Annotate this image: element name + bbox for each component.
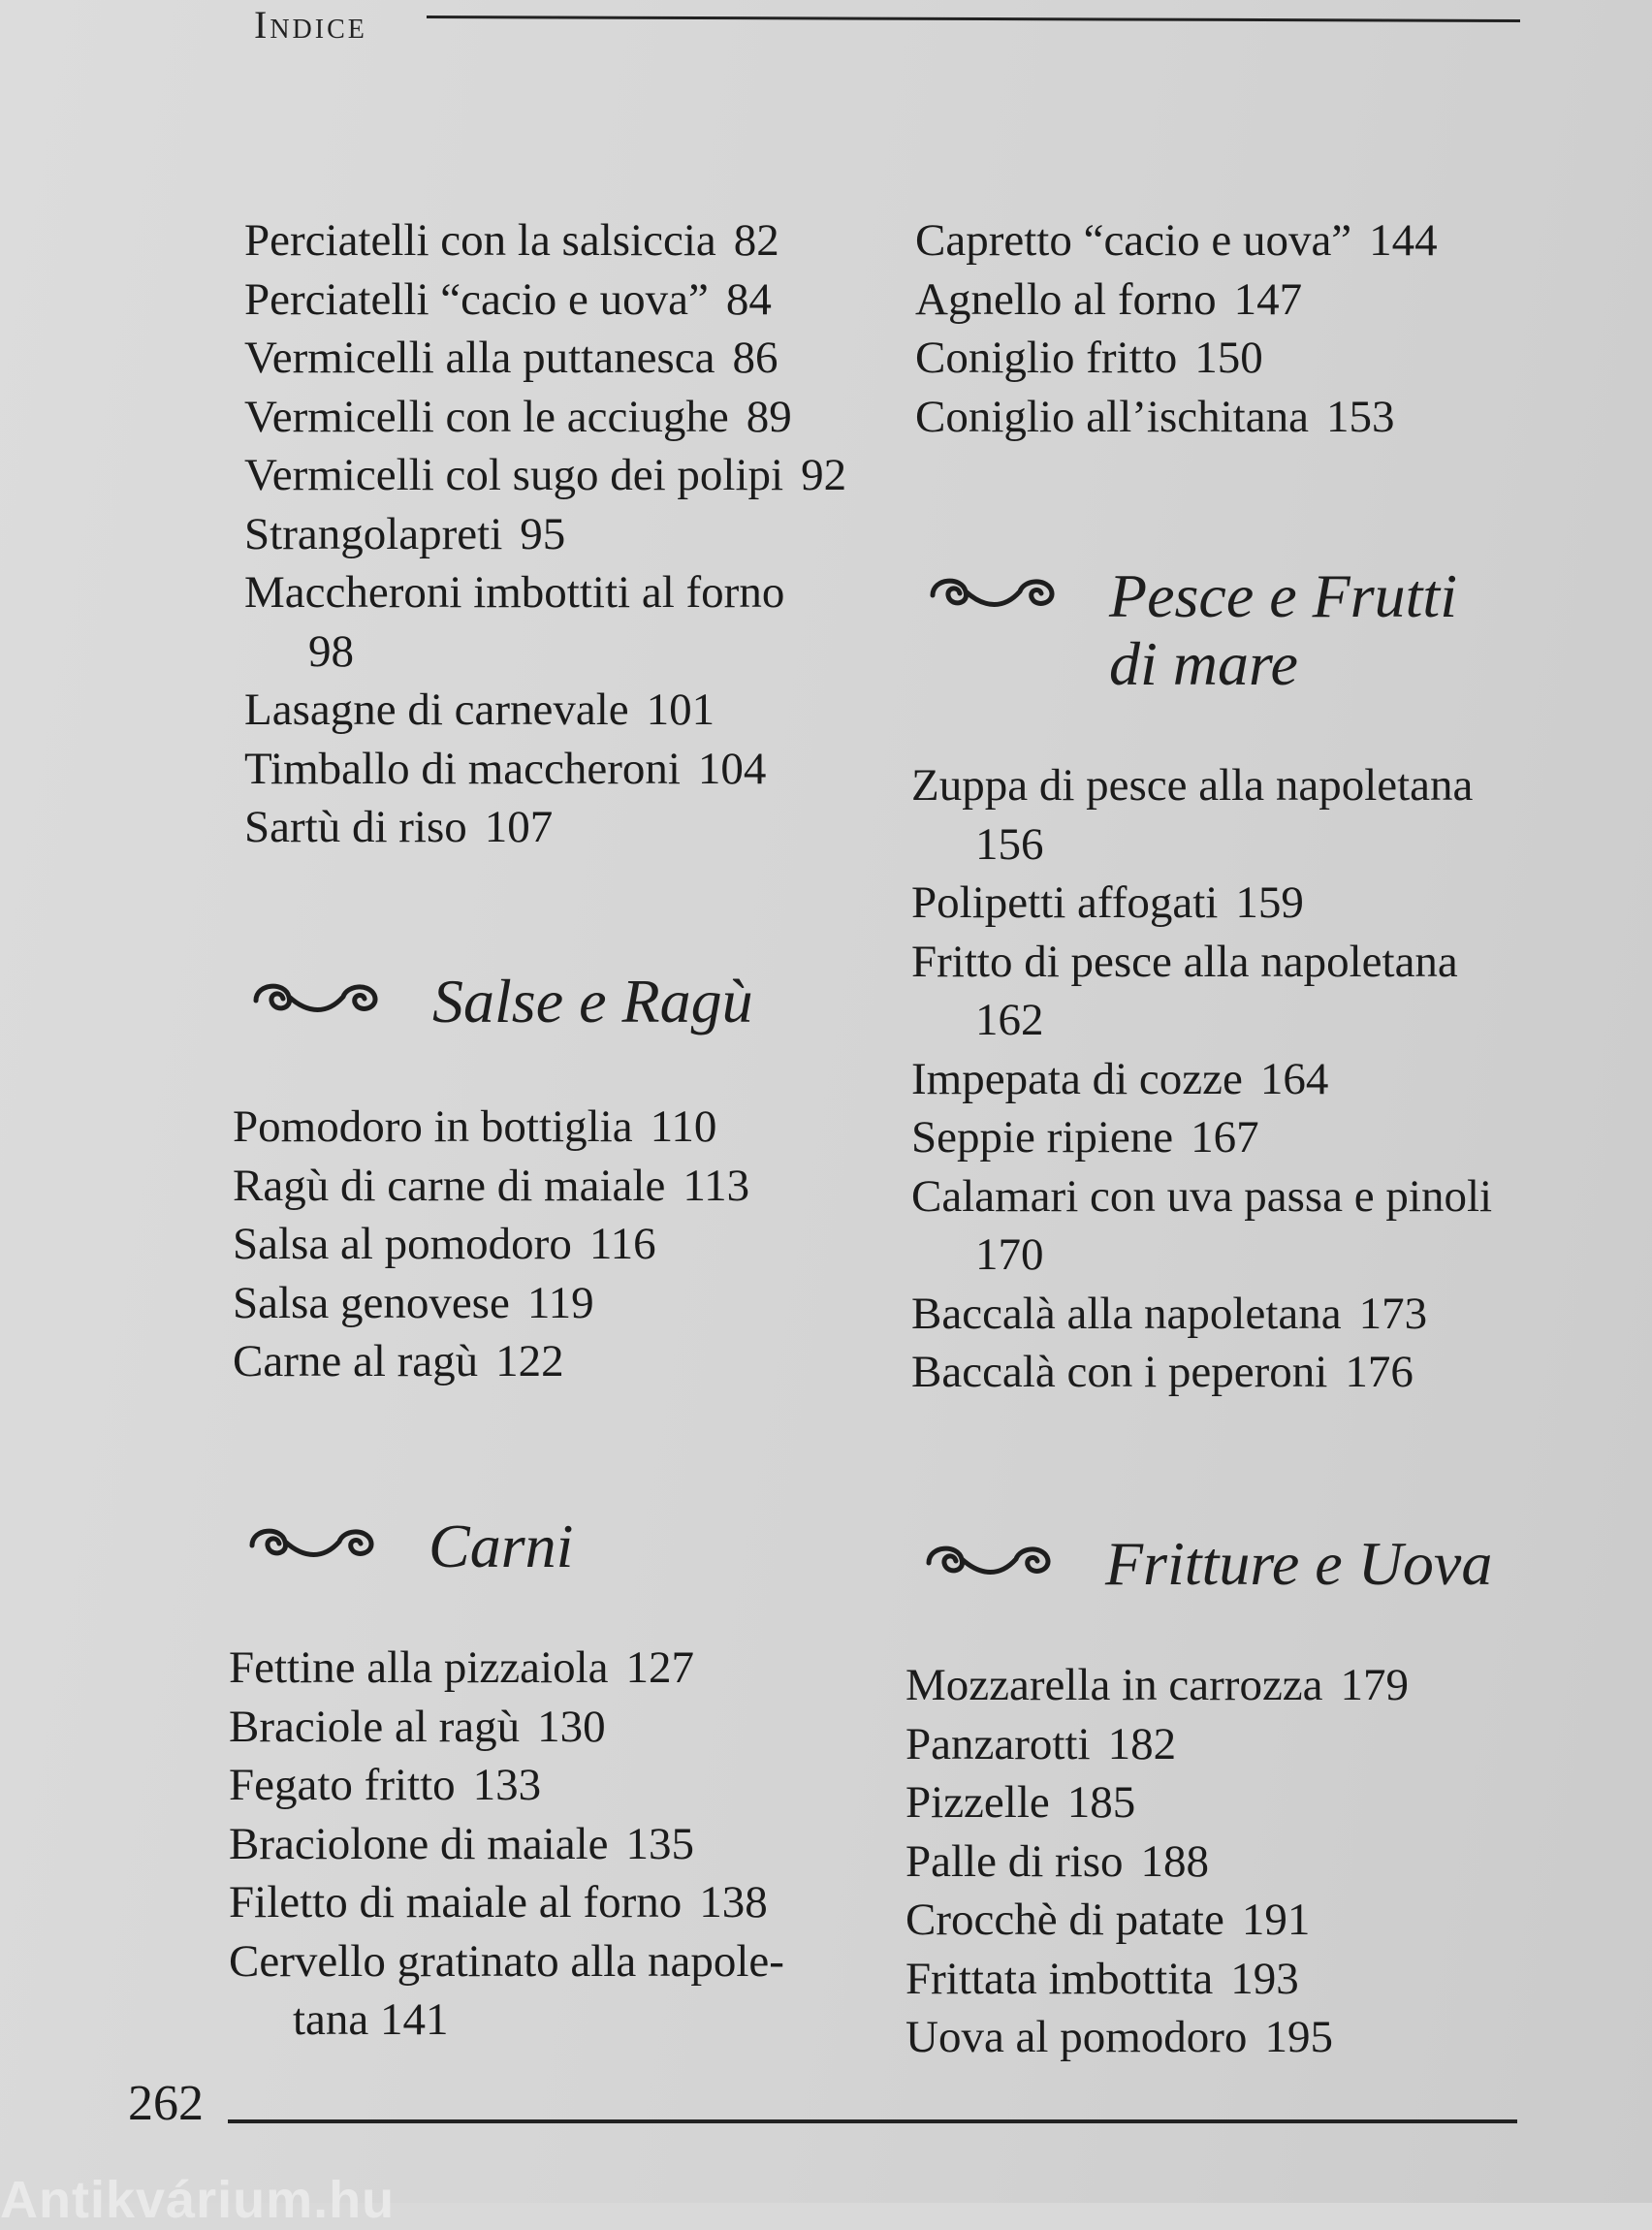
index-entry: Panzarotti 182: [905, 1718, 1177, 1769]
index-entry: Braciolone di maiale 135: [229, 1818, 695, 1869]
index-entry: Crocchè di patate 191: [905, 1895, 1311, 1945]
top-rule: [427, 16, 1520, 22]
right-pesce-list: [911, 756, 1528, 1402]
section-title: di mare: [1109, 629, 1298, 698]
index-entry: Fegato fritto 133: [229, 1760, 542, 1810]
section-title: Carni: [429, 1512, 574, 1580]
index-entry: Coniglio fritto 150: [915, 333, 1263, 383]
watermark: Antikvárium.hu: [0, 2171, 396, 2229]
index-entry: Perciatelli “cacio e uova” 84: [244, 273, 772, 325]
flourish-ornament-icon: [238, 968, 394, 1026]
index-entry: Palle di riso 188: [905, 1835, 1210, 1887]
index-entry: Fritto di pesce alla napoletana 162: [911, 936, 1458, 1045]
index-entry: Calamari con uva passa e pinoli 170: [911, 1170, 1493, 1280]
index-entry: Cervello gratinato alla napole- tana 141: [229, 1935, 784, 2045]
index-entry: Vermicelli col sugo dei polipi 92: [244, 450, 847, 500]
index-entry: Perciatelli con la salsiccia 82: [244, 215, 779, 266]
index-entry: Carne al ragù 122: [233, 1336, 564, 1386]
index-entry: Salsa genovese 119: [233, 1277, 594, 1328]
section-title: Salse e Ragù: [432, 967, 753, 1035]
index-entry: Vermicelli con le acciughe 89: [244, 391, 792, 442]
right-fritture-list: [905, 1656, 1526, 2067]
flourish-ornament-icon: [915, 562, 1070, 621]
index-entry: Capretto “cacio e uova” 144: [915, 215, 1438, 266]
flourish-ornament-icon: [911, 1530, 1066, 1588]
bottom-rule: [228, 2119, 1517, 2123]
page-number: 262: [128, 2076, 204, 2131]
section-heading-fritture: [911, 1530, 1492, 1598]
section-title: Pesce e Frutti: [1109, 561, 1457, 630]
section-title: Fritture e Uova: [1105, 1529, 1493, 1598]
index-entry: Mozzarella in carrozza 179: [905, 1660, 1410, 1710]
index-entry: Sartù di riso 107: [244, 802, 554, 852]
left-carni-list: [229, 1639, 845, 2050]
index-entry: Coniglio all’ischitana 153: [915, 391, 1395, 442]
index-entry: Filetto di maiale al forno 138: [229, 1877, 768, 1927]
section-heading-salse: [238, 968, 753, 1035]
index-entry: Polipetti affogati 159: [911, 877, 1304, 928]
left-pasta-list: [244, 211, 853, 857]
index-entry: Timballo di maccheroni 104: [244, 743, 767, 794]
index-entry: Pizzelle 185: [905, 1777, 1136, 1828]
index-entry: Frittata imbottita 193: [905, 1953, 1299, 2004]
index-entry: Impepata di cozze 164: [911, 1053, 1329, 1104]
index-entry: Lasagne di carnevale 101: [244, 685, 715, 735]
index-entry: Braciole al ragù 130: [229, 1701, 606, 1752]
left-salse-list: [233, 1098, 853, 1391]
index-entry: Pomodoro in bottiglia 110: [233, 1101, 717, 1152]
index-entry: Ragù di carne di maiale 113: [233, 1160, 750, 1211]
index-entry: Fettine alla pizzaiola 127: [229, 1642, 694, 1693]
flourish-ornament-icon: [235, 1513, 390, 1571]
index-entry: Zuppa di pesce alla napoletana 156: [911, 760, 1474, 870]
index-entry: Baccalà con i peperoni 176: [911, 1347, 1414, 1397]
index-entry: Salsa al pomodoro 116: [233, 1219, 656, 1269]
index-entry: Uova al pomodoro 195: [905, 2012, 1333, 2062]
section-heading-pesce: [915, 562, 1457, 698]
index-entry: Vermicelli alla puttanesca 86: [244, 333, 778, 383]
index-entry: Seppie ripiene 167: [911, 1112, 1259, 1163]
right-carni-list: [915, 211, 1536, 446]
running-head: Indice: [254, 3, 367, 47]
index-entry: Strangolapreti 95: [244, 508, 566, 559]
index-entry: Maccheroni imbottiti al forno 98: [244, 567, 785, 677]
index-entry: Baccalà alla napoletana 173: [911, 1288, 1428, 1339]
section-heading-carni: [235, 1513, 573, 1580]
index-entry: Agnello al forno 147: [915, 273, 1303, 325]
